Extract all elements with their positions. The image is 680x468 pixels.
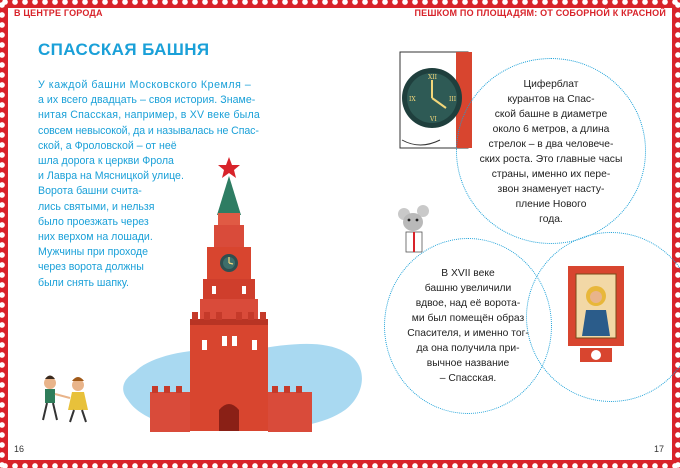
bubble-line: ми был помещён образ bbox=[411, 313, 525, 324]
bubble-line: ских роста. Это главные часы bbox=[479, 154, 623, 165]
body-line: лись святыми, и нельзя bbox=[38, 200, 155, 213]
bubble-line: стрелок – в два человече- bbox=[488, 139, 614, 150]
svg-text:III: III bbox=[449, 96, 457, 103]
body-line: было проезжать через bbox=[38, 215, 149, 228]
running-header-right: ПЕШКОМ ПО ПЛОЩАДЯМ: ОТ СОБОРНОЙ К КРАСНОЙ bbox=[414, 8, 666, 18]
children-figures bbox=[43, 376, 88, 423]
bubble-line: пление Нового bbox=[515, 199, 587, 210]
bubble-line: вдвое, над её ворота- bbox=[415, 298, 521, 309]
body-line: и Лавра на Мясницкой улице. bbox=[38, 170, 184, 183]
bubble-line: ской башне в диаметре bbox=[494, 109, 608, 120]
body-line: Мужчины при проходе bbox=[38, 246, 148, 259]
clock-fact-text bbox=[456, 77, 646, 227]
svg-text:XII: XII bbox=[428, 74, 438, 81]
page-number-right: 17 bbox=[653, 444, 664, 454]
bubble-line: около 6 метров, а длина bbox=[492, 124, 610, 135]
body-line: были снять шапку. bbox=[38, 276, 129, 289]
svg-text:VI: VI bbox=[430, 116, 437, 123]
body-line: Ворота башни счита- bbox=[38, 185, 142, 198]
running-header-left: В ЦЕНТРЕ ГОРОДА bbox=[14, 8, 103, 18]
page-title: СПАССКАЯ БАШНЯ bbox=[38, 40, 210, 59]
body-line: через ворота должны bbox=[38, 261, 144, 274]
tower-star bbox=[218, 157, 240, 178]
bubble-line: страны, именно их пере- bbox=[491, 169, 611, 180]
mouse-drawing bbox=[398, 205, 429, 252]
bubble-line: года. bbox=[539, 214, 563, 225]
bubble-line: звон знаменует насту- bbox=[497, 184, 605, 195]
icon-fact-text bbox=[384, 266, 552, 386]
bubble-line: – Спасская. bbox=[439, 373, 497, 384]
bubble-line: Спасителя, и именно тог- bbox=[407, 328, 529, 339]
tower-gate bbox=[219, 404, 239, 431]
body-line: шла дорога к церкви Фрола bbox=[38, 155, 174, 168]
body-line: нитая Спасская, например, в XV веке была bbox=[38, 109, 260, 122]
body-line: а их всего двадцать – своя история. Знаме- bbox=[38, 94, 256, 107]
body-line: У каждой башни Московского Кремля – bbox=[38, 79, 252, 91]
bubble-line: башню увеличили bbox=[424, 283, 512, 294]
body-line: совсем невысокой, да и называлась не Спас- bbox=[38, 124, 259, 137]
body-line: них верхом на лошади. bbox=[38, 231, 153, 244]
body-line: ской, а Фроловской – от неё bbox=[38, 139, 177, 152]
bubble-line: В XVII веке bbox=[441, 268, 495, 279]
bubble-line: Циферблат bbox=[523, 79, 579, 90]
bubble-line: да она получила при- bbox=[416, 343, 520, 354]
bubble-line: вычное название bbox=[426, 358, 510, 369]
page-number-left: 16 bbox=[14, 444, 25, 454]
bubble-line: курантов на Спас- bbox=[507, 94, 595, 105]
svg-text:IX: IX bbox=[409, 96, 416, 103]
